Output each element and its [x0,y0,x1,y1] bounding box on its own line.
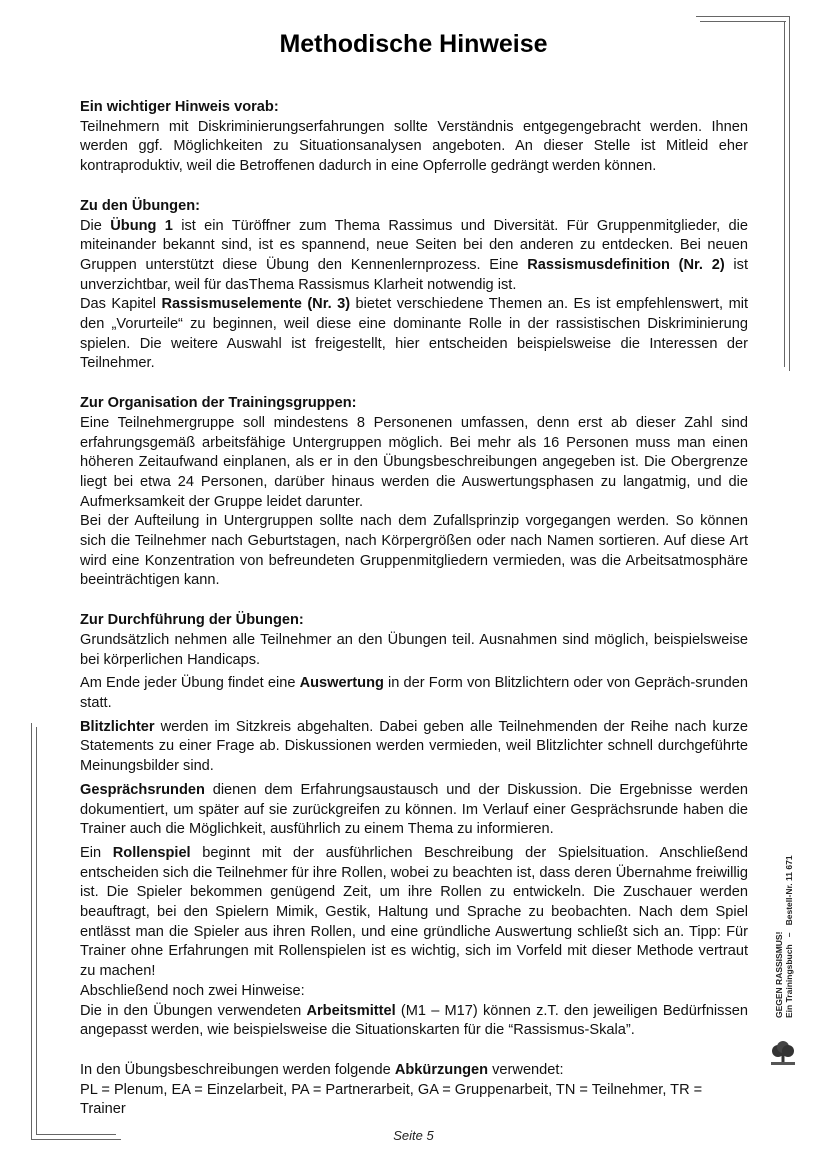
frame-left-line-inner [36,727,37,1135]
paragraph-teilnahme: Grundsätzlich nehmen alle Teilnehmer an den Übungen teil. Ausnahmen sind möglich, beispielsweise bei körperlichen Handicaps. [80,631,748,668]
publisher-logo-icon [768,1038,798,1068]
page-content [80,98,748,1120]
sidebar-publication-info [774,855,794,1018]
paragraph-gruppengroesse: Eine Teilnehmergruppe soll mindestens 8 Personenen umfassen, denn erst ab dieser Zahl sind erfahrungsgemäß arbeitsfähige Untergruppen möglich. Bei mehr als 16 Personen muss man einen höheren Zeitaufwand einplanen, als er in den Übungsbeschreibungen angegeben ist. Die Obergrenze liegt bei etwa 24 Personen, darüber hinaus werden die Auswertungsphasen zu langatmig, und die Aufmerksamkeit der Gruppe leidet darunter. [80,414,748,510]
page-number: Seite 5 [393,1128,434,1143]
paragraph-blitzlichter: Blitzlichter werden im Sitzkreis abgehalten. Dabei geben alle Teilnehmenden der Reihe nach kurze Statements zu einer Frage ab. Diskussionen werden vermieden, weil Blitzlichter schnell durchgeführte Meinungsbilder sind. [80,718,748,775]
frame-right-line-inner [784,21,785,367]
section-heading-hinweis: Ein wichtiger Hinweis vorab: [80,99,279,115]
paragraph-abkuerzungen-intro: In den Übungsbeschreibungen werden folgende Abkürzungen verwendet: [80,1061,564,1078]
frame-top-line [696,16,790,17]
frame-right-line [789,16,790,371]
paragraph-abkuerzungen-liste: PL = Plenum, EA = Einzelarbeit, PA = Partnerarbeit, GA = Gruppenarbeit, TN = Teilnehmer, TR = Trainer [80,1081,703,1118]
paragraph-arbeitsmittel: Die in den Übungen verwendeten Arbeitsmittel (M1 – M17) können z.T. den jeweiligen Bedürfnissen angepasst werden, wie beispielsweise die Situationskarten für die “Rassismus-Skala”. [80,1002,749,1039]
paragraph-rassismuselemente: Das Kapitel Rassismuselemente (Nr. 3) bietet verschiedene Themen an. Es ist empfehlenswert, mit den „Vorurteile“ zu beginnen, weil diese eine dominante Rolle in der rassistischen Diskriminierung spielen. Die weitere Auswahl ist freigestellt, hier entscheiden beispielsweise die Interessen der Teilnehmer. [80,296,749,372]
section-heading-uebungen: Zu den Übungen: [80,197,200,214]
paragraph-untergruppen: Bei der Aufteilung in Untergruppen sollte nach dem Zufallsprinzip vorgegangen werden. So können sich die Teilnehmer nach Geburtstagen, nach Körpergrößen oder nach Namen sortieren. Auf diese Art wird eine Konzentration von befreundeten Gruppenmitgliedern vermieden, was die Arbeitsatmosphäre beeinträchtigen kann. [80,513,748,589]
paragraph-abschliessend: Abschließend noch zwei Hinweise: [80,982,305,999]
frame-left-line [31,723,32,1140]
sidebar-subtitle-line: Ein Trainingsbuch – Bestell-Nr. 11 671 [784,855,794,1018]
section-heading-organisation: Zur Organisation der Trainingsgruppen: [80,395,357,412]
paragraph-hinweis: Teilnehmern mit Diskriminierungserfahrungen sollte Verständnis entgegengebracht werden. Ihnen werden ggf. Möglichkeiten zu Situationsanalysen angeboten. An dieser Stelle ist Mitleid eher kontraproduktiv, weil die Betroffenen dadurch in eine Opferrolle gedrängt werden können. [80,118,748,175]
paragraph-rollenspiel: Ein Rollenspiel beginnt mit der ausführlichen Beschreibung der Spielsituation. Anschließend entscheiden sich die Teilnehmer für ihre Rollen, wobei zu beachten ist, dass deren Übernahme freiwillig ist. Die Spieler bekommen genügend Zeit, um ihre Rollen zu entwickeln. Die Zuschauer werden beauftragt, bei den Spielern Mimik, Gestik, Haltung und Sprache zu beobachten. Nach dem Spiel entlässt man die Spieler aus ihren Rollen, und eine gründliche Auswertung schließt sich an. Tipp: Für Trainer ohne Erfahrungen mit Rollenspielen ist es wichtig, sich im Vorfeld mit dieser Methode vertraut zu machen! [80,844,748,980]
sidebar-title: GEGEN RASSISMUS! [774,931,784,1018]
section-heading-durchfuehrung: Zur Durchführung der Übungen: [80,612,304,629]
paragraph-gespraechsrunden: Gesprächsrunden dienen dem Erfahrungsaustausch und der Diskussion. Die Ergebnisse werden dokumentiert, um später auf sie zurückgreifen zu können. Im Verlauf einer Gesprächsrunde haben die Trainer auch die Möglichkeit, ausführlich zu einem Thema zu informieren. [80,781,748,838]
frame-top-line-inner [700,21,786,22]
paragraph-auswertung: Am Ende jeder Übung findet eine Auswertung in der Form von Blitzlichtern oder von Gepräch-srunden statt. [80,675,748,711]
page-title: Methodische Hinweise [279,30,548,58]
paragraph-uebung-1: Die Übung 1 ist ein Türöffner zum Thema Rassimus und Diversität. Für Gruppenmitglieder, die miteinander bekannt sind, ist es spannend, neue Seiten bei den anderen zu entdecken. Bei neuen Gruppen unterstützt diese Übung den Kennenlernprozess. Eine Rassismusdefinition (Nr. 2) ist unverzichtbar, weil für dasThema Rassismus Klarheit notwendig ist. [80,217,748,293]
